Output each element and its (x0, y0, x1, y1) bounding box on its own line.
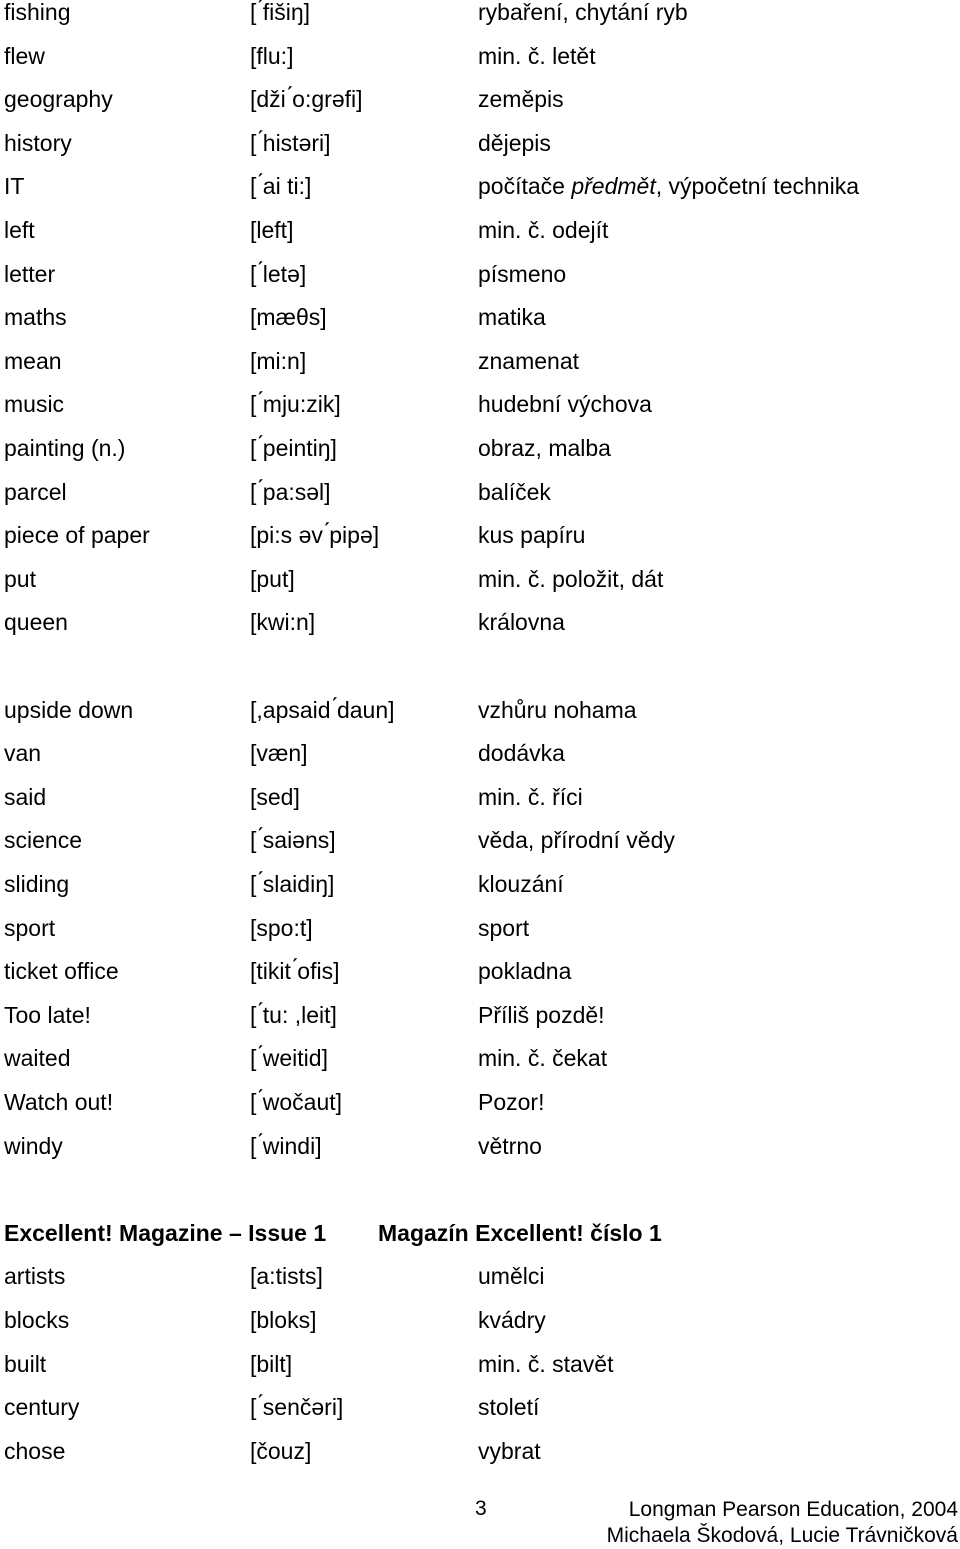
czech-translation: vzhůru nohama (478, 696, 637, 723)
pronunciation: [ ́ai ti:] (250, 173, 312, 200)
vocab-row (0, 392, 960, 436)
czech-translation: Pozor! (478, 1089, 545, 1115)
pronunciation: [bilt] (250, 1350, 293, 1377)
czech-translation: dodávka (478, 740, 565, 767)
pronunciation: [ ́slaidiŋ] (250, 871, 335, 897)
pronunciation: [,apsaid ́daun] (250, 696, 395, 723)
pronunciation: [pi:s əv ́pipə] (250, 522, 380, 549)
english-word: said (4, 783, 47, 810)
page-number: 3 (475, 1497, 487, 1520)
czech-translation: klouzání (478, 871, 564, 897)
english-word: history (4, 129, 72, 156)
footer-credit (607, 1497, 958, 1549)
czech-translation: min. č. stavět (478, 1350, 614, 1377)
czech-translation-emphasis: předmět (571, 173, 656, 200)
pronunciation: [ ́pa:səl] (250, 478, 331, 505)
vocab-row (0, 567, 960, 611)
czech-translation: umělci (478, 1263, 545, 1290)
section-heading-english: Excellent! Magazine – Issue 1 (4, 1219, 327, 1246)
vocab-row (0, 131, 960, 175)
english-word: science (4, 827, 82, 854)
czech-translation: písmeno (478, 260, 567, 287)
vocab-row (0, 741, 960, 785)
pronunciation: [mi:n] (250, 347, 307, 374)
english-word: van (4, 740, 42, 767)
vocab-row (0, 174, 960, 218)
vocab-row (0, 828, 960, 872)
english-word: chose (4, 1437, 66, 1464)
vocab-row (0, 87, 960, 131)
vocab-row (0, 349, 960, 393)
pronunciation: [bloks] (250, 1307, 317, 1333)
czech-translation: hudební výchova (478, 391, 652, 418)
english-word: music (4, 391, 65, 418)
czech-translation: královna (478, 609, 565, 636)
english-word: left (4, 217, 35, 243)
czech-translation: obraz, malba (478, 435, 611, 461)
czech-translation: zeměpis (478, 86, 564, 113)
english-word: windy (4, 1132, 63, 1159)
czech-translation: větrno (478, 1132, 542, 1159)
vocab-row (0, 262, 960, 306)
vocab-row (0, 1046, 960, 1090)
pronunciation: [ ́mju:zik] (250, 391, 341, 418)
pronunciation: [ ́tu: ,leit] (250, 1001, 337, 1028)
vocab-row (0, 1003, 960, 1047)
vocab-row (0, 0, 960, 44)
english-word: Too late! (4, 1001, 91, 1028)
pronunciation: [tikit ́ofis] (250, 958, 340, 985)
english-word: flew (4, 42, 45, 69)
vocab-row (0, 44, 960, 88)
english-word: mean (4, 347, 62, 374)
pronunciation: [ ́saiəns] (250, 827, 336, 854)
czech-translation-part: , výpočetní technika (655, 173, 860, 200)
czech-translation: věda, přírodní vědy (478, 827, 675, 854)
english-word: letter (4, 260, 56, 287)
czech-translation: min. č. letět (478, 42, 596, 69)
pronunciation: [ ́histəri] (250, 129, 331, 156)
vocab-row (0, 959, 960, 1003)
english-word: built (4, 1350, 47, 1377)
pronunciation: [kwi:n] (250, 609, 316, 636)
czech-translation: matika (478, 304, 546, 331)
czech-translation: Příliš pozdě! (478, 1001, 605, 1028)
pronunciation: [ ́wočaut] (250, 1089, 343, 1115)
pronunciation: [flu:] (250, 42, 294, 69)
english-word: blocks (4, 1307, 70, 1333)
english-word: sport (4, 914, 56, 941)
english-word: century (4, 1394, 80, 1421)
czech-translation: min. č. odejít (478, 217, 609, 243)
vocab-row (0, 1352, 960, 1396)
pronunciation: [dži ́o:grəfi] (250, 86, 363, 113)
pronunciation: [čouz] (250, 1437, 312, 1464)
english-word: artists (4, 1263, 66, 1290)
publisher-text: Longman Pearson Education, 2004 (628, 1498, 958, 1521)
section-heading-czech: Magazín Excellent! číslo 1 (378, 1219, 662, 1246)
czech-translation-part: počítače (478, 173, 572, 200)
english-word: piece of paper (4, 522, 150, 549)
czech-translation: min. č. říci (478, 783, 583, 810)
pronunciation: [a:tists] (250, 1263, 323, 1290)
vocab-row (0, 1439, 960, 1483)
pronunciation: [ ́peintiŋ] (250, 435, 337, 461)
english-word: sliding (4, 871, 70, 897)
czech-translation (478, 174, 859, 198)
czech-translation: kus papíru (478, 522, 586, 549)
vocab-row (0, 218, 960, 262)
pronunciation: [sed] (250, 783, 300, 810)
pronunciation: [ ́windi] (250, 1132, 322, 1159)
czech-translation: min. č. čekat (478, 1045, 608, 1072)
vocab-row (0, 523, 960, 567)
english-word: geography (4, 86, 113, 113)
vocab-row (0, 698, 960, 742)
czech-translation: kvádry (478, 1307, 546, 1333)
english-word: ticket office (4, 958, 119, 985)
czech-translation: znamenat (478, 347, 580, 374)
pronunciation: [put] (250, 565, 295, 592)
pronunciation: [ ́weitid] (250, 1045, 328, 1072)
czech-translation: století (478, 1394, 540, 1421)
section-heading (4, 1219, 662, 1246)
vocab-row (0, 480, 960, 524)
english-word: put (4, 565, 36, 592)
czech-translation: sport (478, 914, 530, 941)
czech-translation: dějepis (478, 129, 551, 156)
vocab-row (0, 436, 960, 480)
pronunciation: [mæθs] (250, 304, 327, 331)
english-word: painting (n.) (4, 435, 126, 461)
pronunciation: [ ́fišiŋ] (250, 0, 311, 25)
vocab-row (0, 872, 960, 916)
vocab-row (0, 610, 960, 654)
czech-translation: min. č. položit, dát (478, 565, 664, 592)
vocab-row (0, 1395, 960, 1439)
pronunciation: [ ́senčəri] (250, 1394, 344, 1421)
pronunciation: [spo:t] (250, 914, 313, 941)
vocab-row (0, 305, 960, 349)
pronunciation: [left] (250, 217, 294, 243)
vocab-row (0, 785, 960, 829)
english-word: maths (4, 304, 67, 331)
czech-translation: rybaření, chytání ryb (478, 0, 688, 25)
pronunciation: [væn] (250, 740, 308, 767)
czech-translation: pokladna (478, 958, 572, 985)
vocab-row (0, 916, 960, 960)
vocab-row (0, 1308, 960, 1352)
english-word: upside down (4, 696, 134, 723)
authors-text: Michaela Škodová, Lucie Trávničková (606, 1524, 958, 1547)
english-word: Watch out! (4, 1089, 114, 1115)
english-word: parcel (4, 478, 67, 505)
vocab-row (0, 1134, 960, 1178)
english-word: fishing (4, 0, 71, 25)
vocab-row (0, 1090, 960, 1134)
english-word: queen (4, 609, 68, 636)
english-word: waited (4, 1045, 71, 1072)
czech-translation: vybrat (478, 1437, 541, 1464)
english-word: IT (4, 173, 25, 200)
vocab-row (0, 1264, 960, 1308)
pronunciation: [ ́letə] (250, 260, 307, 287)
czech-translation: balíček (478, 478, 551, 505)
